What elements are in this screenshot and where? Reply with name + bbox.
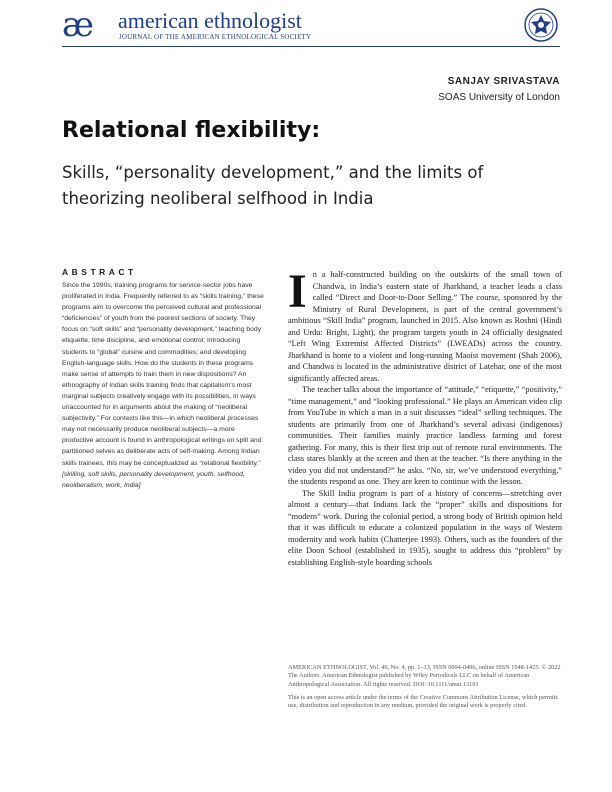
author-name: SANJAY SRIVASTAVA (447, 76, 560, 87)
article-body (288, 265, 562, 568)
abstract-text (62, 280, 267, 491)
article-footer (288, 664, 562, 715)
journal-logo-mark: æ (62, 5, 91, 45)
journal-name: american ethnologist (118, 8, 302, 33)
journal-subtitle: JOURNAL OF THE AMERICAN ETHNOLOGICAL SOCIETY (119, 33, 312, 41)
abstract-body: Since the 1990s, training programs for service-sector jobs have proliferated in India. Frequently referred to as “skills training,” these programs aim to overcome the perceived cultural and professional “deficiencies” of youth from the poorest sections of society. They focus on “soft skills” and “personality development,” teaching body etiquette, time discipline, and emotional control; introducing students to “global” cuisine and commodities; and developing English-language skills. How do the students in these programs make sense of attempts to train them in new dispositions? An ethnography of Indian skills training finds that capitalism’s most marginal subjects creatively engage with its possibilities, in ways unaccounted for in arguments about the making of “neoliberal subjectivity.” For contexts like this—in which neoliberal processes may not necessarily produce neoliberal subjects—a more productive account is found in anthropological writings on split and partitioned selves as deliberate acts of self-making. Among Indian skills trainees, this may be conceptualized as “relational flexibility.” (62, 282, 264, 467)
citation-info: AMERICAN ETHNOLOGIST, Vol. 49, No. 4, pp. 1–13, ISSN 0094-0496, online ISSN 1548-1425. © 2022 The Authors. American Ethnologist published by Wiley Periodicals LLC on behalf of American Anthropological Association. All rights reserved. DOI: 10.1111/amet.13101 (288, 664, 561, 688)
author-affiliation: SOAS University of London (438, 92, 560, 103)
drop-cap: I (288, 265, 307, 318)
abstract-keywords: [skilling, soft skills, personality development, youth, selfhood, neoliberalism, work, India] (62, 470, 245, 489)
body-paragraph-3: The Skill India program is part of a history of concerns—stretching over almost a century—that Indians lack the “proper” skills and dispositions for “modern” work. During the colonial period, a strong body of British opinion held that it was difficult to educate a colonized population in the ways of Western modernity and work habits (Chatterjee 1993). Others, such as the founders of the elite Doon School (established in 1935), sought to address this “problem” by establishing English-style boarding schools (288, 488, 562, 567)
paragraph-1-text: n a half-constructed building on the outskirts of the small town of Chandwa, in India’s eastern state of Jharkhand, a teacher leads a class called “Direct and Door-to-Door Selling.” The course, sponsored by the Ministry of Rural Development, is part of the central government’s ambitious “Skill India” program, launched in 2015. Also known as Roshni (Hindi and Urdu: Bright, Light), the program targets youth in 24 officially designated “Left Wing Extremist Affected Districts” (LWEADs) across the country. Jharkhand is home to a violent and long-running Maoist movement (Shah 2006), and Chandwa is located in the administrative district of Latehar, one of the most significantly affected areas. (288, 270, 562, 383)
body-paragraph-1 (288, 265, 562, 384)
article-subtitle: Skills, “personality development,” and the limits of theorizing neoliberal selfhood in India (62, 163, 484, 208)
header-rule (62, 46, 560, 47)
article-title: Relational flexibility: (62, 118, 321, 143)
abstract-heading: ABSTRACT (62, 267, 137, 277)
body-paragraph-2: The teacher talks about the importance of “attitude,” “etiquette,” “positivity,” “time management,” and “looking professional.” He plays an American video clip from YouTube in which a man in a suit discusses “ideal” selling techniques. The students are primarily from one of Jharkhand’s several adivasi (indigenous) communities. Their families mainly practice landless farming and forest gathering. For many, this is their first trip out of remote rural environments. The class stares blankly at the screen and then at the teacher. “Is there anything in the video you did not understand?” he asks. “No, sir, we’ve understood everything,” the students respond as one. They are keen to continue with the lesson. (288, 385, 562, 486)
license-info: This is an open access article under the terms of the Creative Commons Attribution License, which permits use, distribution and reproduction in any medium, provided the original work is properly cited. (288, 693, 558, 710)
society-seal-icon (524, 8, 558, 42)
